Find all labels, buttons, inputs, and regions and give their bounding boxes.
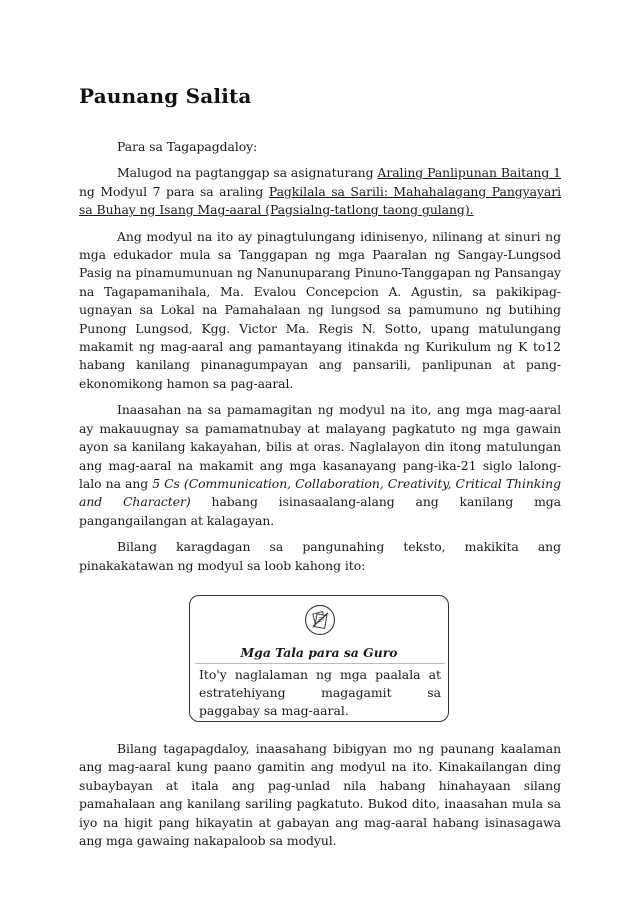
lesson-title: Pagkilala sa Sarili: Mahahalagang Pangyayari sa Buhay ng Isang Mag-aaral (Pagsialng-tatlong taong gulang). xyxy=(79,183,561,218)
callout-text: Ito'y naglalaman ng mga paalala at estratehiyang magagamit sa paggabay sa mag-aaral. xyxy=(195,663,445,719)
callout-title: Mga Tala para sa Guro xyxy=(240,644,398,660)
expectation-text-a: Inaasahan na sa pamamagitan ng modyul na ito, ang mga mag-aaral ay makauugnay sa pamamatnubay at malayang pagkatuto ng mga gawain ayon sa kanilang kakayahan, bilis at oras. Naglalayon din itong matulungan ang mag-aaral na makamit ang mga kasanayang pang-ika-21 siglo lalong-lalo na ang xyxy=(79,402,561,491)
expectation-paragraph xyxy=(79,401,561,530)
document-page xyxy=(79,84,561,858)
greeting: Para sa Tagapagdaloy: xyxy=(117,139,258,154)
facilitator-paragraph: Bilang tagapagdaloy, inaasahang bibigyan mo ng paunang kaalaman ang mag-aaral kung paano gamitin ang modyul na ito. Kinakailangan ding subaybayan at itala ang pag-unlad nila habang hinahayaan silang pamahalaan ang kanilang sariling pagkatuto. Bukod dito, inaasahan mula sa iyo na higit pang hikayatin at gabayan ang mag-aaral habang isinasagawa ang mga gawaing nakapaloob sa modyul. xyxy=(79,740,561,848)
page-title: Paunang Salita xyxy=(79,84,252,108)
intro-paragraph xyxy=(79,164,561,219)
design-paragraph: Ang modyul na ito ay pinagtulungang idinisenyo, nilinang at sinuri ng mga edukador mula sa Tanggapan ng mga Paaralan ng Sangay-Lungsod Pasig na pinamumunuan ng Nanunuparang Pinuno-Tanggapan ng Pansangay na Tagapamanihala, Ma. Evalou Concepcion A. Agustin, sa pakikipag-ugnayan sa Lokal na Pamahalaan ng lungsod sa pamumuno ng butihing Punong Lungsod, Kgg. Victor Ma. Regis N. Sotto, upang matulungang makamit ng mag-aaral ang pamantayang itinakda ng Kurikulum ng K to12 habang kanilang pinanagumpayan ang pansarili, panlipunan at pang-ekonomikong hamon sa pag-aaral. xyxy=(79,228,561,391)
expectation-text-b: habang isinasaalang-alang ang kanilang mga pangangailangan at kalagayan. xyxy=(79,494,561,528)
intro-text-a: Malugod na pagtanggap sa asignaturang xyxy=(117,165,378,181)
intro-text-b: ng Modyul 7 para sa araling xyxy=(79,183,269,199)
notes-icon xyxy=(304,604,336,636)
subject-name: Araling Panlipunan Baitang 1 xyxy=(377,165,562,181)
box-intro-paragraph: Bilang karagdagan sa pangunahing teksto, makikita ang pinakakatawan ng modyul sa loob kahong ito: xyxy=(79,539,561,573)
teacher-notes-callout xyxy=(189,595,449,722)
five-cs-text: 5 Cs (Communication, Collaboration, Creativity, Critical Thinking and Character) xyxy=(79,475,561,510)
